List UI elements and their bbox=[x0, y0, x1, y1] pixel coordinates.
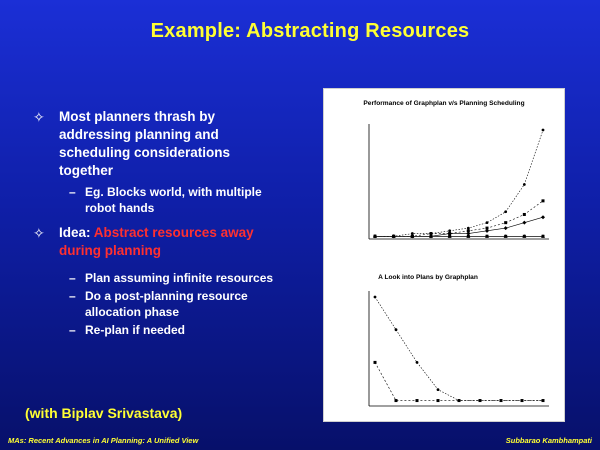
data-point bbox=[430, 235, 433, 238]
data-point bbox=[486, 221, 489, 224]
data-point bbox=[523, 183, 526, 186]
credit-text: (with Biplav Srivastava) bbox=[25, 405, 183, 421]
bullet-1 bbox=[33, 108, 283, 180]
data-point bbox=[523, 235, 526, 238]
sub-bullet bbox=[33, 270, 283, 286]
data-point bbox=[504, 226, 508, 230]
data-point bbox=[504, 221, 507, 224]
data-point bbox=[437, 388, 440, 391]
data-point bbox=[395, 328, 398, 331]
data-point bbox=[395, 399, 398, 402]
data-point bbox=[392, 235, 395, 238]
diamond-star-icon: ✧ bbox=[33, 225, 45, 241]
data-point bbox=[458, 399, 461, 402]
data-point bbox=[467, 235, 470, 238]
bullet-2 bbox=[33, 224, 283, 260]
data-point bbox=[542, 399, 545, 402]
data-point bbox=[504, 210, 507, 213]
footer-right: Subbarao Kambhampati bbox=[505, 436, 592, 445]
sub-bullet bbox=[33, 288, 283, 320]
sub-bullet-text: Re-plan if needed bbox=[85, 323, 186, 337]
data-point bbox=[467, 227, 470, 230]
data-point bbox=[521, 399, 524, 402]
chart-2-title: A Look into Plans by Graphplan bbox=[378, 274, 478, 281]
dash-icon: – bbox=[69, 185, 76, 199]
data-point bbox=[504, 235, 507, 238]
footer-left: MAs: Recent Advances in AI Planning: A Unified View bbox=[8, 436, 199, 445]
charts-svg bbox=[324, 89, 564, 421]
bullet-list bbox=[33, 108, 283, 338]
data-point bbox=[541, 215, 545, 219]
data-point bbox=[374, 235, 377, 238]
bullet-1-text: Most planners thrash by addressing planning and scheduling considerations together bbox=[59, 109, 231, 178]
sub-bullet-text: Do a post-planning resource allocation phase bbox=[85, 289, 248, 319]
data-point bbox=[522, 221, 526, 225]
data-point bbox=[479, 399, 482, 402]
sub-bullet bbox=[33, 184, 283, 216]
chart-2-series-1-line bbox=[375, 297, 543, 401]
data-point bbox=[486, 235, 489, 238]
data-point bbox=[448, 235, 451, 238]
chart-1-series-3-line bbox=[375, 217, 543, 236]
dash-icon: – bbox=[69, 323, 76, 337]
chart-1-title: Performance of Graphplan v/s Planning Scheduling bbox=[363, 100, 525, 107]
data-point bbox=[542, 199, 545, 202]
footer bbox=[8, 436, 592, 448]
chart-figure bbox=[323, 88, 565, 422]
bullet-2-highlight: Abstract resources away during planning bbox=[59, 225, 254, 258]
data-point bbox=[411, 235, 414, 238]
chart-2-series-2-line bbox=[375, 362, 543, 400]
data-point bbox=[416, 361, 419, 364]
sub-bullet bbox=[33, 322, 283, 338]
dash-icon: – bbox=[69, 271, 76, 285]
slide-title: Example: Abstracting Resources bbox=[150, 20, 470, 42]
bullet-2-label: Idea: bbox=[59, 225, 94, 240]
data-point bbox=[542, 129, 545, 132]
data-point bbox=[374, 361, 377, 364]
chart-1-series-2-line bbox=[375, 201, 543, 237]
data-point bbox=[437, 399, 440, 402]
data-point bbox=[416, 399, 419, 402]
data-point bbox=[523, 213, 526, 216]
data-point bbox=[374, 296, 377, 299]
diamond-star-icon: ✧ bbox=[33, 109, 45, 125]
chart-1-series-1-line bbox=[375, 130, 543, 236]
dash-icon: – bbox=[69, 289, 76, 303]
sub-bullet-text: Eg. Blocks world, with multiple robot hands bbox=[85, 185, 262, 215]
data-point bbox=[542, 235, 545, 238]
data-point bbox=[500, 399, 503, 402]
sub-bullet-text: Plan assuming infinite resources bbox=[85, 271, 274, 285]
